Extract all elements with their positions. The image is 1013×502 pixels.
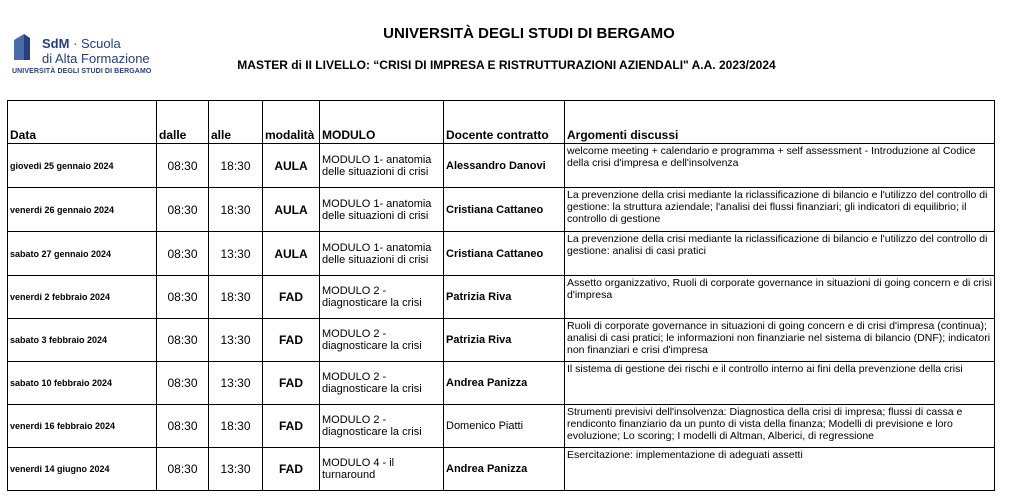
cell-dalle: 08:30	[157, 405, 209, 448]
cell-data: sabato 27 gennaio 2024	[8, 232, 157, 276]
logo-subtitle: di Alta Formazione	[42, 51, 150, 66]
col-header-alle: alle	[209, 101, 263, 144]
cell-dalle: 08:30	[157, 448, 209, 491]
cell-docente: Domenico Piatti	[444, 405, 565, 448]
cell-alle: 18:30	[209, 144, 263, 188]
logo-brand: SdM · Scuola	[42, 36, 121, 51]
cell-alle: 18:30	[209, 276, 263, 319]
cell-data: venerdi 16 febbraio 2024	[8, 405, 157, 448]
cell-argomenti: La prevenzione della crisi mediante la riclassificazione di bilancio e l'utilizzo del controllo di gestione: analisi di casi pratici	[565, 232, 995, 276]
cell-argomenti: Esercitazione: implementazione di adeguati assetti	[565, 448, 995, 491]
cell-modulo: MODULO 2 - diagnosticare la crisi	[320, 362, 444, 405]
cell-argomenti: Assetto organizzativo, Ruoli di corporate governance in situazioni di going concern e di crisi d'impresa	[565, 276, 995, 319]
cell-modulo: MODULO 1- anatomia delle situazioni di crisi	[320, 188, 444, 232]
cell-docente: Patrizia Riva	[444, 319, 565, 362]
cell-docente: Alessandro Danovi	[444, 144, 565, 188]
col-header-dalle: dalle	[157, 101, 209, 144]
cell-dalle: 08:30	[157, 188, 209, 232]
cell-docente: Cristiana Cattaneo	[444, 188, 565, 232]
cell-argomenti: Ruoli di corporate governance in situazioni di going concern e di crisi d'impresa (continua); analisi di casi pratici; le informazioni non finanziarie nel sistema di bilancio (DNF); indicatori non finanziari e crisi d'impresa	[565, 319, 995, 362]
table-row	[8, 405, 995, 448]
cell-modalita: AULA	[263, 188, 320, 232]
cell-docente: Patrizia Riva	[444, 276, 565, 319]
cell-dalle: 08:30	[157, 319, 209, 362]
cell-alle: 13:30	[209, 319, 263, 362]
cell-alle: 18:30	[209, 188, 263, 232]
cell-argomenti: Il sistema di gestione dei rischi e il controllo interno ai fini della prevenzione della crisi	[565, 362, 995, 405]
cell-alle: 18:30	[209, 405, 263, 448]
table-header-row	[8, 101, 995, 144]
col-header-argomenti: Argomenti discussi	[565, 101, 995, 144]
table-row	[8, 188, 995, 232]
cell-dalle: 08:30	[157, 362, 209, 405]
cell-modulo: MODULO 2 - diagnosticare la crisi	[320, 405, 444, 448]
cell-modulo: MODULO 2 - diagnosticare la crisi	[320, 276, 444, 319]
cell-docente: Cristiana Cattaneo	[444, 232, 565, 276]
schedule-table	[7, 100, 995, 491]
table-row	[8, 362, 995, 405]
col-header-modalita: modalità	[263, 101, 320, 144]
cell-modalita: FAD	[263, 276, 320, 319]
cell-argomenti: Strumenti previsivi dell'insolvenza: Diagnostica della crisi di impresa; flussi di cassa e rendiconto finanziario da un punto di vista della finanza; Modelli di previsione e loro evoluzione; Lo scoring; I modelli di Altman, Alberici, di regressione	[565, 405, 995, 448]
cell-argomenti: welcome meeting + calendario e programma + self assessment - Introduzione al Codice della crisi d'impresa e dell'insolvenza	[565, 144, 995, 188]
cell-modalita: AULA	[263, 232, 320, 276]
cell-data: sabato 3 febbraio 2024	[8, 319, 157, 362]
cell-argomenti: La prevenzione della crisi mediante la riclassificazione di bilancio e l'utilizzo del controllo di gestione: la struttura aziendale; l'analisi dei flussi finanziari; gli indicatori di equilibrio; il controllo di gestione	[565, 188, 995, 232]
cell-dalle: 08:30	[157, 276, 209, 319]
table-row	[8, 319, 995, 362]
table-row	[8, 448, 995, 491]
cell-modalita: FAD	[263, 405, 320, 448]
cell-dalle: 08:30	[157, 144, 209, 188]
logo-university: UNIVERSITÀ DEGLI STUDI DI BERGAMO	[12, 68, 152, 75]
cell-modulo: MODULO 4 - il turnaround	[320, 448, 444, 491]
cell-dalle: 08:30	[157, 232, 209, 276]
cell-modulo: MODULO 1- anatomia delle situazioni di crisi	[320, 144, 444, 188]
cell-modalita: FAD	[263, 319, 320, 362]
cell-data: venerdi 14 giugno 2024	[8, 448, 157, 491]
cell-docente: Andrea Panizza	[444, 448, 565, 491]
table-row	[8, 232, 995, 276]
col-header-docente: Docente contratto	[444, 101, 565, 144]
cell-modalita: FAD	[263, 362, 320, 405]
page-subtitle: MASTER di II LIVELLO: “CRISI DI IMPRESA E RISTRUTTURAZIONI AZIENDALI" A.A. 2023/2024	[237, 58, 776, 72]
cell-data: venerdi 2 febbraio 2024	[8, 276, 157, 319]
cell-alle: 13:30	[209, 232, 263, 276]
col-header-modulo: MODULO	[320, 101, 444, 144]
table-row	[8, 276, 995, 319]
cell-alle: 13:30	[209, 448, 263, 491]
table-row	[8, 144, 995, 188]
col-header-data: Data	[8, 101, 157, 144]
cell-data: sabato 10 febbraio 2024	[8, 362, 157, 405]
cell-modalita: AULA	[263, 144, 320, 188]
page-title: UNIVERSITÀ DEGLI STUDI DI BERGAMO	[383, 25, 675, 42]
cell-data: venerdi 26 gennaio 2024	[8, 188, 157, 232]
cell-modulo: MODULO 1- anatomia delle situazioni di crisi	[320, 232, 444, 276]
cell-data: giovedi 25 gennaio 2024	[8, 144, 157, 188]
cell-docente: Andrea Panizza	[444, 362, 565, 405]
cell-modalita: FAD	[263, 448, 320, 491]
cell-alle: 13:30	[209, 362, 263, 405]
cell-modulo: MODULO 2 - diagnosticare la crisi	[320, 319, 444, 362]
